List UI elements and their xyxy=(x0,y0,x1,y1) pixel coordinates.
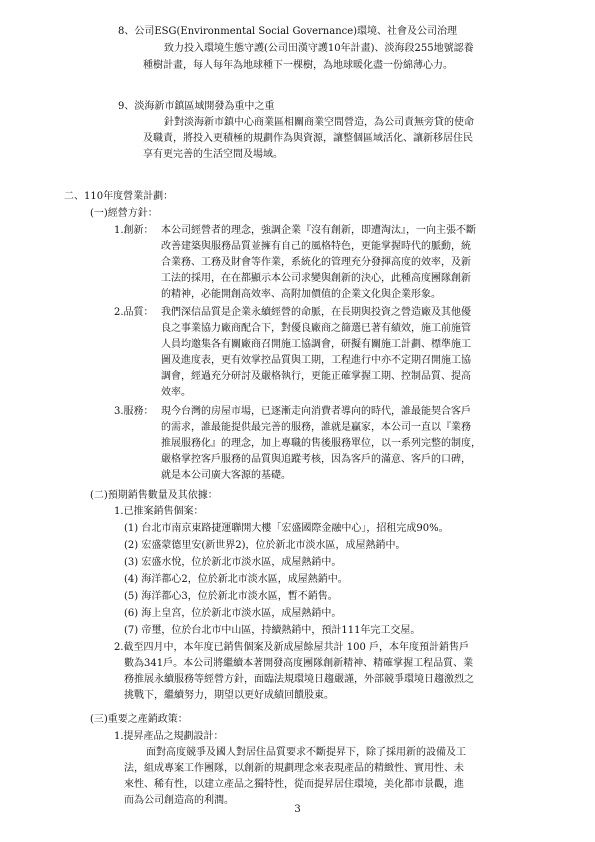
p3-line: 就是本公司廣大客源的基礎。 xyxy=(161,470,291,481)
sub3-p1-line: 法，組成專案工作團隊，以創新的規劃理念來表現產品的精緻性、實用性、未 xyxy=(124,763,464,774)
item9-body-line: 及職責，將投入更積極的規劃作為與資源，讓整個區域活化、讓新移居住民 xyxy=(143,133,473,144)
part2-heading: 二、110年度營業計劃： xyxy=(64,191,174,202)
sales-item: (5) 海洋都心3，位於新北市淡水區，暫不銷售。 xyxy=(124,591,338,602)
sub2-heading: (二)預期銷售數量及其依據： xyxy=(90,490,218,501)
p2-line: 調會，經過充分研討及嚴格執行，更能正確掌握工期、控制品質、提高 xyxy=(161,371,471,382)
p3-line: 的需求，誰最能提供最完善的服務，誰就是贏家，本公司一直以『業務 xyxy=(161,422,471,433)
sub3-heading: (三)重要之產銷政策： xyxy=(90,714,188,725)
p1-line: 工法的採用，在在都顯示本公司求變與創新的決心，此種高度團隊創新 xyxy=(161,273,471,284)
sub2-p2-line: 挑戰下，繼續努力，期望以更好成績回饋股東。 xyxy=(124,690,334,701)
sales-item: (2) 宏盛蒙德里安(新世界2)，位於新北市淡水區，成屋熱銷中。 xyxy=(124,540,406,551)
sub2-p1-label: 1.已推案銷售個案： xyxy=(114,506,204,517)
p3-line: 嚴格掌控客戶服務的品質與追蹤考核，因為客戶的滿意、客戶的口碑， xyxy=(161,454,471,465)
p1-line: 的精神，必能開創高效率、高附加價值的企業文化與企業形象。 xyxy=(161,289,441,300)
sub3-p1-line: 來性、稀有性，以建立產品之獨特性，從而提昇居住環境，美化都市景觀，進 xyxy=(124,779,464,790)
item8-body-line: 種樹計畫，每人每年為地球種下一棵樹，為地球暖化盡一份綿薄心力。 xyxy=(143,60,453,71)
sub2-p2-line: 務推展永續服務等經營方針，面臨法規環境日趨嚴謹，外部競爭環境日趨激烈之 xyxy=(124,674,474,685)
p2-line: 良之事業協力廠商配合下，對優良廠商之篩選已著有績效，施工前施管 xyxy=(161,323,471,334)
sub2-p2-line: 數為341戶。本公司將繼續本著開發高度團隊創新精神、精確掌握工程品質、業 xyxy=(124,658,474,669)
p3-line: 現今台灣的房屋市場，已逐漸走向消費者導向的時代，誰最能契合客戶 xyxy=(161,406,471,417)
sales-item: (3) 宏盛水悅，位於新北市淡水區，成屋熱銷中。 xyxy=(124,557,342,568)
item9-body-line: 享有更完善的生活空間及場域。 xyxy=(143,149,283,160)
sub1-heading: (一)經營方針： xyxy=(90,208,158,219)
p2-label: 2.品質： xyxy=(114,307,154,318)
p2-line: 我們深信品質是企業永續經營的命脈，在長期與投資之營造廠及其他優 xyxy=(161,307,471,318)
sales-item: (6) 海上皇宮，位於新北市淡水區，成屋熱銷中。 xyxy=(124,608,342,619)
sales-item: (1) 台北市南京東路捷運聯開大樓「宏盛國際金融中心」，招租完成90%。 xyxy=(124,523,449,534)
p1-line: 本公司經營者的理念，強調企業『沒有創新，即遭淘汰』，一向主張不斷 xyxy=(161,225,476,236)
p1-label: 1.創新： xyxy=(114,225,154,236)
item8-heading: 8、公司ESG(Environmental Social Governance)環境、社會及公司治理 xyxy=(118,26,458,37)
item9-heading: 9、淡海新市鎮區域開發為重中之重 xyxy=(118,101,275,112)
p3-label: 3.服務： xyxy=(114,406,154,417)
page-number: 3 xyxy=(294,804,301,815)
item9-body-line: 針對淡海新市鎮中心商業區相關商業空間營造，為公司責無旁貸的使命 xyxy=(164,117,474,128)
sales-item: (4) 海洋都心2，位於新北市淡水區，成屋熱銷中。 xyxy=(124,574,348,585)
p2-line: 效率。 xyxy=(161,387,191,398)
sub3-p1-line: 而為公司創造高的利潤。 xyxy=(124,795,234,806)
p3-line: 推展服務化』的理念，加上專職的售後服務單位，以一系列完整的制度， xyxy=(161,438,481,449)
sales-item: (7) 帝璽，位於台北市中山區，持續熱銷中，預計111年完工交屋。 xyxy=(124,625,421,636)
sub3-p1-line: 面對高度競爭及國人對居住品質要求不斷提昇下，除了採用新的設備及工 xyxy=(146,747,466,758)
p1-line: 改善建築與服務品質並擁有自己的風格特色，更能掌握時代的脈動，統 xyxy=(161,241,471,252)
p1-line: 合業務、工務及財會等作業，系統化的管理充分發揮高度的效率，及新 xyxy=(161,257,471,268)
sub3-p1-label: 1.提昇產品之規劃設計： xyxy=(114,731,224,742)
p2-line: 人員均邀集各有關廠商召開施工協調會，研擬有關施工計劃、標準施工 xyxy=(161,339,471,350)
p2-line: 圖及進度表，更有效掌控品質與工期，工程進行中亦不定期召開施工協 xyxy=(161,355,471,366)
sub2-p2-line: 2.截至四月中，本年度已銷售個案及新成屋餘屋共計 100 戶，本年度預計銷售戶 xyxy=(114,642,469,653)
item8-body-line: 致力投入環境生態守護(公司田漢守護10年計畫)、淡海段255地號認養 xyxy=(164,43,474,54)
